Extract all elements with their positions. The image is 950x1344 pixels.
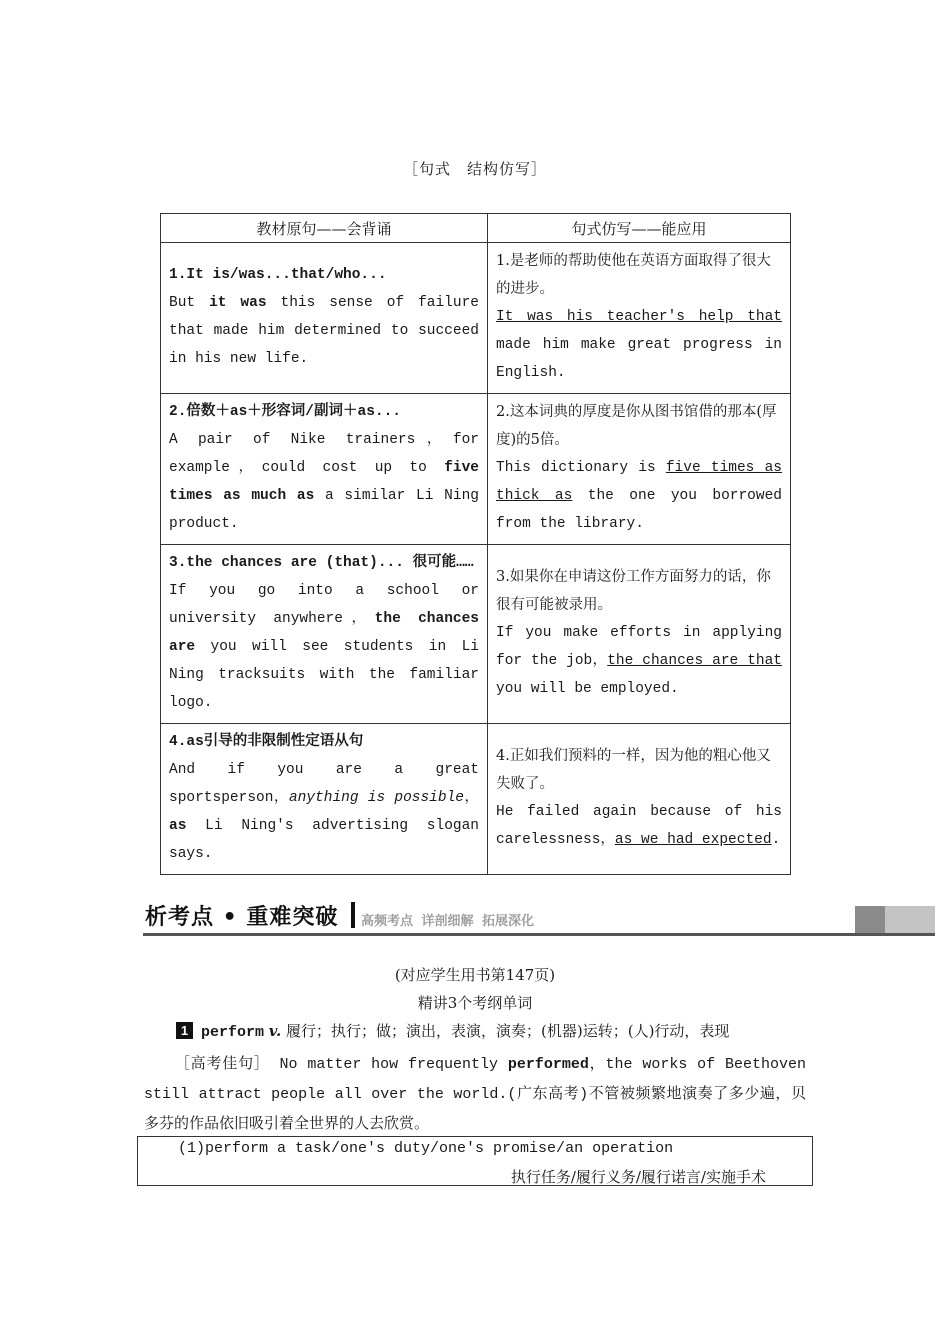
original-sentence-cell [161, 545, 488, 724]
lecture-title: 精讲3个考纲单词 [417, 994, 533, 1012]
imitation-cell [488, 545, 791, 724]
imitation-cell [488, 394, 791, 545]
chinese-prompt: 2.这本词典的厚度是你从图书馆借的那本(厚度)的5倍。 [496, 404, 777, 448]
chinese-prompt: 4.正如我们预料的一样，因为他的粗心他又失败了。 [496, 748, 771, 792]
section-banner [143, 900, 935, 940]
imitation-sentence: If you make efforts in applying for the job，the chances are that you will be employed. [496, 625, 782, 697]
sentence-table [160, 213, 791, 875]
word-meaning: 履行；执行；做；演出，表演，演奏；(机器)运转；(人)行动，表现 [286, 1022, 730, 1040]
banner-light-block [885, 906, 935, 933]
table-header-row [161, 214, 791, 243]
table-row [161, 724, 791, 875]
phrase-box [137, 1136, 813, 1186]
pattern-heading: 2.倍数＋as＋形容词/副词＋as... [169, 404, 402, 420]
section-title: ［句式 结构仿写］ [402, 160, 547, 178]
table-row [161, 394, 791, 545]
imitation-sentence: He failed again because of his carelessness，as we had expected. [496, 804, 782, 848]
table-row [161, 243, 791, 394]
imitation-cell [488, 243, 791, 394]
banner-divider [351, 902, 355, 928]
imitation-cell [488, 724, 791, 875]
example-label: ［高考佳句］ [174, 1054, 270, 1072]
banner-subtitle: 高频考点 详剖细解 拓展深化 [361, 914, 535, 929]
chinese-prompt: 3.如果你在申请这份工作方面努力的话，你很有可能被录用。 [496, 569, 771, 613]
original-sentence-cell [161, 394, 488, 545]
pattern-heading: 4.as引导的非限制性定语从句 [169, 734, 364, 750]
imitation-sentence: This dictionary is five times as thick as the one you borrowed from the library. [496, 460, 782, 532]
phrase-line: (1)perform a task/one's duty/one's promise/an operation [178, 1140, 674, 1157]
imitation-sentence: It was his teacher's help that made him make great progress in English. [496, 309, 782, 381]
example-paragraph: ［高考佳句］ No matter how frequently performed，the works of Beethoven still attract people all over the world.(广东高考)不管被频繁地演奏了多少遍，贝多芬的作品依旧吸引着全世界的人去欣赏。 [144, 1054, 806, 1133]
headword: perform [201, 1024, 265, 1041]
pattern-heading: 3.the chances are (that)... 很可能…… [169, 555, 474, 571]
original-sentence-cell [161, 724, 488, 875]
entry-number-badge: 1 [176, 1022, 193, 1039]
pattern-heading: 1.It is/was...that/who... [169, 267, 387, 283]
part-of-speech: v. [268, 1022, 282, 1040]
original-sentence: If you go into a school or university anywhere，the chances are you will see students in Li Ning tracksuits with the familiar logo. [169, 583, 480, 711]
original-sentence: But it was this sense of failure that made him determined to succeed in his new life. [169, 295, 479, 367]
chinese-prompt: 1.是老师的帮助使他在英语方面取得了很大的进步。 [496, 253, 771, 297]
original-sentence-cell [161, 243, 488, 394]
page-reference: (对应学生用书第147页) [394, 966, 556, 984]
banner-rule [143, 933, 935, 936]
table-row [161, 545, 791, 724]
column-header: 教材原句——会背诵 [161, 214, 488, 243]
banner-title: 析考点 • 重难突破 [145, 905, 339, 930]
column-header: 句式仿写——能应用 [488, 214, 791, 243]
word-entry [176, 1020, 729, 1041]
banner-dark-block [855, 906, 885, 933]
original-sentence: A pair of Nike trainers，for example，could cost up to five times as much as a similar Li Ning product. [169, 432, 479, 532]
original-sentence: And if you are a great sportsperson，anything is possible，as Li Ning's advertising slogan says. [169, 762, 480, 862]
phrase-translation: 执行任务/履行义务/履行诺言/实施手术 [510, 1168, 766, 1186]
